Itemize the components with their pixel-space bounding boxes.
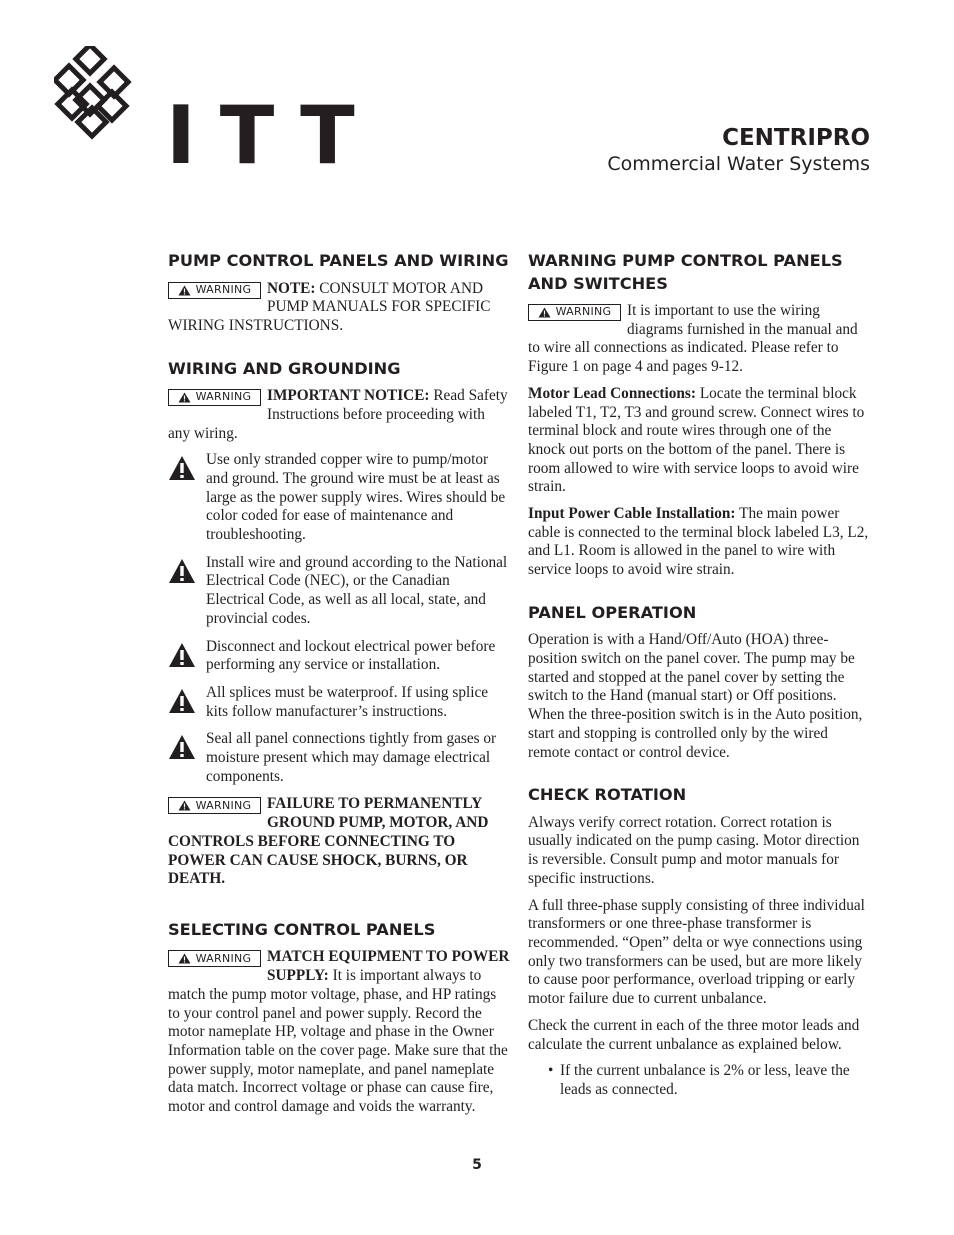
list-item — [168, 451, 510, 545]
brand-block — [607, 124, 870, 176]
itt-logo-mark-icon — [54, 46, 150, 142]
caution-triangle-icon — [168, 688, 196, 714]
warning-badge-label: WARNING — [195, 282, 252, 296]
ground-warning-text: FAILURE TO PERMANENTLY GROUND PUMP, MOTOR, AND CONTROLS BEFORE CONNECTING TO POWER CAN CAUSE SHOCK, BURNS, OR DEATH. — [168, 795, 489, 888]
wiring-diagrams-note — [528, 302, 870, 377]
input-power-cable — [528, 505, 870, 580]
input-power-text: The main power cable is connected to the terminal block labeled L3, L2, and L1. Room is allowed in the panel to wire with service loops to avoid wire strain. — [528, 505, 869, 579]
right-column — [528, 250, 870, 1122]
caution-triangle-icon — [168, 734, 196, 760]
list-item — [168, 684, 510, 721]
list-item: • If the current unbalance is 2% or less, leave the leads as connected. — [560, 1062, 870, 1099]
wiring-diagrams-text: It is important to use the wiring diagrams furnished in the manual and to wire all connections as indicated. Please refer to Figure 1 on page 4 and pages 9-12. — [528, 302, 858, 376]
warning-badge-label: WARNING — [195, 390, 252, 404]
warning-triangle-icon — [178, 800, 191, 811]
warning-badge-label: WARNING — [195, 798, 252, 812]
ground-warning — [168, 795, 510, 889]
list-item-text: Disconnect and lockout electrical power before performing any service or installation. — [206, 637, 496, 674]
section-title: PUMP CONTROL PANELS AND WIRING — [168, 251, 509, 270]
panel-operation-text: Operation is with a Hand/Off/Auto (HOA) three-position switch on the panel cover. The pump may be started and stopped at the panel cover by setting the switch to the Hand (manual start) or Off positions. When the three-position switch is in the Auto position, start and stopping is controlled only by the wired remote contact or control device. — [528, 631, 863, 761]
logo-wordmark: ITT — [166, 89, 379, 182]
motor-lead-title: Motor Lead Connections: — [528, 384, 696, 402]
warning-badge — [168, 797, 261, 814]
section-title: PANEL OPERATION — [528, 602, 697, 622]
motor-lead-text: Locate the terminal block labeled T1, T2, T3 and ground screw. Connect wires to terminal block and route wires through one of the knock out ports on the bottom of the panel. There is room allowed to wire with service loops to avoid wire strain. — [528, 384, 865, 496]
warning-badge — [168, 282, 261, 299]
section-selecting-panels — [168, 919, 510, 1117]
warning-triangle-icon — [538, 307, 551, 318]
rotation-paragraph-2: A full three-phase supply consisting of three individual transformers or one three-phase transformer is recommended. “Open” delta or wye connections using only two transformers can be used, but are more likely to cause poor performance, overload tripping or early motor failure due to current unbalance. — [528, 896, 865, 1008]
motor-lead-connections — [528, 385, 870, 497]
section-wiring-grounding — [168, 358, 510, 897]
section-title: WARNING PUMP CONTROL PANELS AND SWITCHES — [528, 251, 843, 293]
warning-badge — [528, 304, 621, 321]
rotation-paragraph-3: Check the current in each of the three motor leads and calculate the current unbalance as explained below. — [528, 1016, 860, 1053]
section-panel-operation — [528, 602, 870, 762]
notice-lead: IMPORTANT NOTICE: — [267, 387, 430, 405]
left-column — [168, 250, 510, 1139]
warning-triangle-icon — [178, 285, 191, 296]
rotation-bullets — [528, 1062, 870, 1099]
section-title: WIRING AND GROUNDING — [168, 358, 401, 378]
important-notice — [168, 387, 510, 443]
list-item — [168, 554, 510, 629]
brand-subtitle: Commercial Water Systems — [607, 153, 870, 175]
list-item-text: All splices must be waterproof. If using splice kits follow manufacturer’s instructions. — [206, 683, 489, 720]
list-item — [168, 730, 510, 786]
rotation-paragraph-1: Always verify correct rotation. Correct rotation is usually indicated on the pump casing. Motor direction is reversible. Consult pump and motor manuals for specific instructions. — [528, 813, 860, 887]
warning-note — [168, 280, 510, 336]
section-warning-panels-switches — [528, 250, 870, 580]
caution-triangle-icon — [168, 642, 196, 668]
section-title: CHECK ROTATION — [528, 785, 687, 805]
brand-name: CENTRIPRO — [722, 125, 870, 151]
caution-triangle-icon — [168, 558, 196, 584]
warning-badge-label: WARNING — [555, 305, 612, 319]
section-title: SELECTING CONTROL PANELS — [168, 919, 436, 939]
match-lead: MATCH EQUIPMENT TO POWER SUPPLY: — [267, 948, 510, 985]
match-text: It is important always to match the pump motor voltage, phase, and HP ratings to your control panel and power supply. Record the motor nameplate HP, voltage and phase in the Owner Information table on the cover page. Make sure that the power supply, motor nameplate, and panel nameplate data match. Incorrect voltage or phase can cause fire, motor and control damage and voids the warranty. — [168, 967, 508, 1116]
warning-triangle-icon — [178, 392, 191, 403]
list-item-text: Use only stranded copper wire to pump/motor and ground. The ground wire must be at least as large as the power supply wires. Wires should be color coded for ease of maintenance and troubleshooting. — [206, 451, 506, 544]
warning-badge — [168, 950, 261, 967]
list-item-text: Seal all panel connections tightly from gases or moisture present which may damage electrical components. — [206, 730, 497, 785]
section-check-rotation — [528, 784, 870, 1099]
caution-triangle-icon — [168, 455, 196, 481]
note-lead: NOTE: — [267, 279, 316, 297]
match-equipment — [168, 948, 510, 1116]
notice-text: Read Safety Instructions before proceeding with any wiring. — [168, 387, 508, 442]
input-power-title: Input Power Cable Installation: — [528, 505, 736, 523]
warning-badge-label: WARNING — [195, 951, 252, 965]
warning-triangle-icon — [178, 953, 191, 964]
note-text: CONSULT MOTOR AND PUMP MANUALS FOR SPECIFIC WIRING INSTRUCTIONS. — [168, 279, 491, 334]
section-pump-control-wiring — [168, 250, 510, 336]
warning-badge — [168, 389, 261, 406]
page-number: 5 — [472, 1157, 482, 1173]
list-item-text: Install wire and ground according to the National Electrical Code (NEC), or the Canadian Electrical Code, as well as all local, state, and provincial codes. — [206, 553, 508, 627]
list-item — [168, 638, 510, 675]
